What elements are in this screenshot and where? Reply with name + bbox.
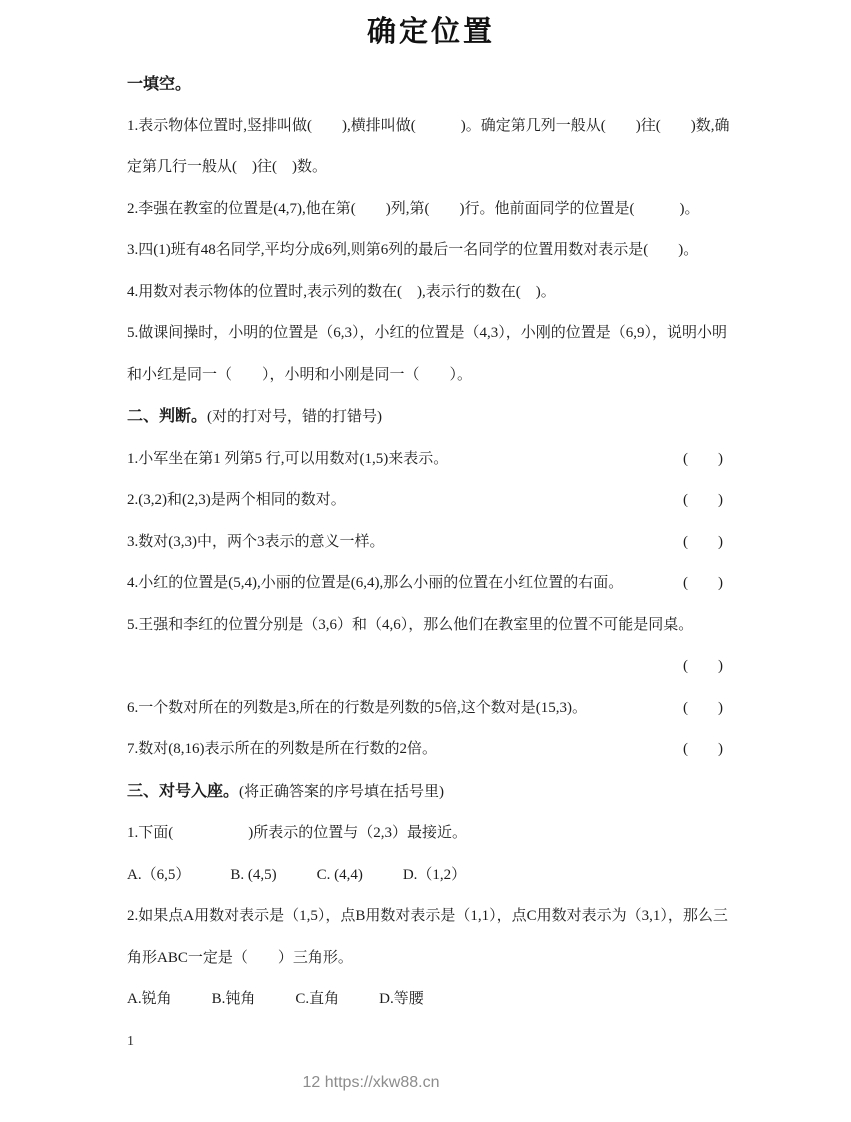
option-b: B.钝角 — [211, 991, 256, 1007]
choice-heading-note: (将正确答案的序号填在括号里) — [239, 783, 445, 800]
section-fill-heading: 一填空。 — [127, 76, 192, 93]
fill-question-5: 5.做课间操时，小明的位置是（6,3），小红的位置是（4,3），小刚的位置是（6,9），说明小明和小红是同一（ ），小明和小刚是同一（ ）。 — [127, 325, 728, 383]
question-text: 7.数对(8,16)表示所在的列数是所在行数的2倍。 — [127, 741, 437, 757]
judge-question-2 — [127, 480, 735, 522]
question-text: 6.一个数对所在的列数是3,所在的行数是列数的5倍,这个数对是(15,3)。 — [127, 699, 587, 716]
section-judge-heading — [127, 396, 735, 439]
judge-question-4 — [127, 563, 735, 605]
answer-bracket: ( ) — [683, 699, 723, 716]
page-title: 确定位置 — [366, 16, 495, 48]
fill-question-3: 3.四(1)班有48名同学,平均分成6列,则第6列的最后一名同学的位置用数对表示是( )。 — [127, 242, 699, 258]
option-c: C.直角 — [295, 991, 340, 1007]
choice-heading-bold: 三、对号入座。 — [127, 782, 240, 800]
choice-question-2: 2.如果点A用数对表示是（1,5），点B用数对表示是（1,1），点C用数对表示为（3,1），那么三角形ABC一定是（ ）三角形。 — [127, 908, 728, 966]
choice-question-1: 1.下面( )所表示的位置与（2,3）最接近。 — [127, 825, 467, 841]
page-number: 1 — [127, 1033, 134, 1049]
fill-question-1: 1.表示物体位置时,竖排叫做( ),横排叫做( )。确定第几列一般从( )往( )数,确定第几行一般从( )往( )数。 — [127, 117, 730, 175]
answer-bracket: ( ) — [683, 658, 723, 674]
option-a: A.锐角 — [127, 991, 172, 1007]
option-c: C. (4,4) — [316, 866, 363, 883]
option-d: D.（1,2） — [402, 866, 467, 883]
choice-question-2-options — [127, 979, 735, 1021]
judge-question-6 — [127, 688, 735, 730]
option-a: A.（6,5） — [127, 866, 191, 883]
option-b: B. (4,5) — [230, 866, 277, 883]
footer-source-url: 12 https://xkw88.cn — [302, 1074, 440, 1091]
judge-question-1 — [127, 439, 735, 481]
judge-heading-note: (对的打对号，错的打错号) — [207, 409, 383, 425]
option-d: D.等腰 — [379, 991, 424, 1007]
answer-bracket: ( ) — [683, 533, 723, 550]
answer-bracket: ( ) — [683, 450, 723, 467]
answer-bracket: ( ) — [683, 492, 723, 508]
question-text: 1.小军坐在第1 列第5 行,可以用数对(1,5)来表示。 — [127, 450, 449, 467]
judge-heading-bold: 二、判断。 — [127, 408, 208, 425]
question-text: 5.王强和李红的位置分别是（3,6）和（4,6），那么他们在教室里的位置不可能是同桌。 — [127, 616, 694, 633]
fill-question-2: 2.李强在教室的位置是(4,7),他在第( )列,第( )行。他前面同学的位置是( )。 — [127, 200, 700, 217]
judge-question-7 — [127, 729, 735, 771]
question-text: 3.数对(3,3)中，两个3表示的意义一样。 — [127, 533, 385, 550]
answer-bracket: ( ) — [683, 741, 723, 757]
judge-question-5 — [127, 605, 735, 688]
answer-bracket: ( ) — [683, 575, 723, 591]
question-text: 4.小红的位置是(5,4),小丽的位置是(6,4),那么小丽的位置在小红位置的右面。 — [127, 575, 624, 591]
judge-question-3 — [127, 522, 735, 564]
choice-question-1-options — [127, 855, 735, 897]
question-text: 2.(3,2)和(2,3)是两个相同的数对。 — [127, 492, 346, 508]
fill-question-4: 4.用数对表示物体的位置时,表示列的数在( ),表示行的数在( )。 — [127, 283, 556, 300]
section-choice-heading — [127, 771, 735, 814]
